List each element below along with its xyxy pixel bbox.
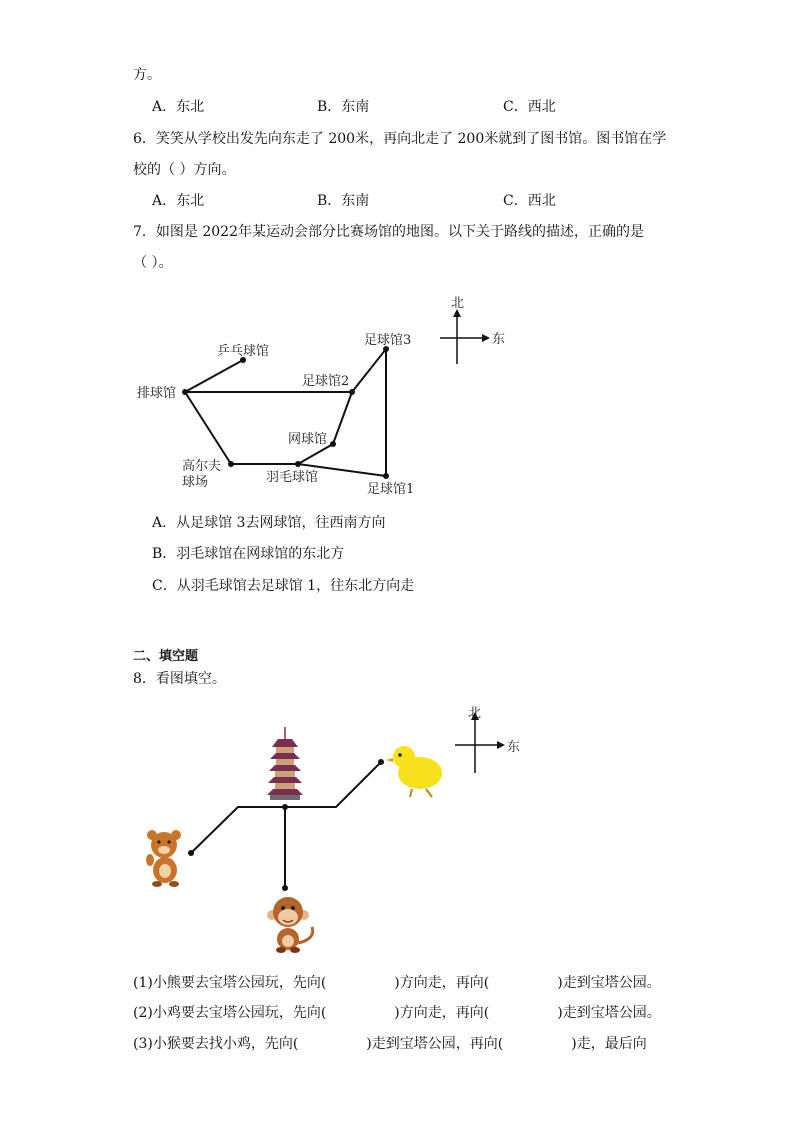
q5-option-c: C．西北 [503,99,556,115]
q8-sub1-part-b: )方向走，再向( [394,975,490,991]
q5-tail: 方。 [133,67,161,83]
q6-stem-line1: 6．笑笑从学校出发先向东走了 200米，再向北走了 200米就到了图书馆。图书馆在学 [133,131,667,147]
q7-option-a: A．从足球馆 3去网球馆，往西南方向 [152,515,386,531]
venue-map [0,0,794,520]
compass-rose [440,296,505,364]
q8-sub2-part-c: )走到宝塔公园。 [557,1005,661,1021]
compass2-east-label: 东 [507,740,521,755]
q6-option-a: A．东北 [152,193,205,209]
label-football3: 足球馆3 [364,333,412,348]
label-golf-line2: 球场 [182,475,209,490]
label-football1: 足球馆1 [367,482,415,497]
label-pingpong: 乒乓球馆 [217,344,270,359]
q7-stem-line2: （ ）。 [133,255,173,271]
q7-option-b: B．羽毛球馆在网球馆的东北方 [152,546,345,562]
label-football2: 足球馆2 [302,374,350,389]
q6-stem-line2: 校的（ ）方向。 [133,162,236,178]
label-badminton: 羽毛球馆 [266,470,319,485]
pagoda-icon [267,727,303,800]
bear-icon [146,830,181,887]
label-tennis: 网球馆 [288,432,328,447]
q8-sub1-part-c: )走到宝塔公园。 [557,975,661,991]
q8-sub1 [133,974,661,992]
label-volleyball: 排球馆 [137,386,177,401]
q8-sub3-part-b: )走到宝塔公园，再向( [366,1036,504,1052]
compass-rose-2 [455,706,520,773]
q6-option-b: B．东南 [317,193,370,209]
q7-stem-line1: 7．如图是 2022年某运动会部分比赛场馆的地图。以下关于路线的描述，正确的是 [133,224,644,240]
monkey-icon [267,897,313,953]
chick-icon [386,746,442,797]
compass-north-label: 北 [451,296,465,311]
compass2-north-label: 北 [468,706,482,721]
q8-sub3-part-a: (3)小猴要去找小鸡，先向( [133,1036,299,1052]
route-lines [185,349,386,476]
q5-option-a: A．东北 [152,99,205,115]
park-map [0,695,794,965]
q5-option-b: B．东南 [317,99,370,115]
label-golf-line1: 高尔夫 [182,459,222,474]
q8-sub3-part-c: )走，最后向 [571,1036,647,1052]
q6-option-c: C．西北 [503,193,556,209]
q8-sub2 [133,1004,661,1022]
section-title: 二、填空题 [133,649,199,664]
q7-option-c: C．从羽毛球馆去足球馆 1，往东北方向走 [152,578,415,594]
q8-sub1-part-a: (1)小熊要去宝塔公园玩，先向( [133,975,327,991]
q8-sub3 [133,1035,647,1053]
q8-sub2-part-b: )方向走，再向( [394,1005,490,1021]
q8-sub2-part-a: (2)小鸡要去宝塔公园玩，先向( [133,1005,327,1021]
q8-stem: 8．看图填空。 [133,671,226,687]
compass-east-label: 东 [492,332,506,347]
